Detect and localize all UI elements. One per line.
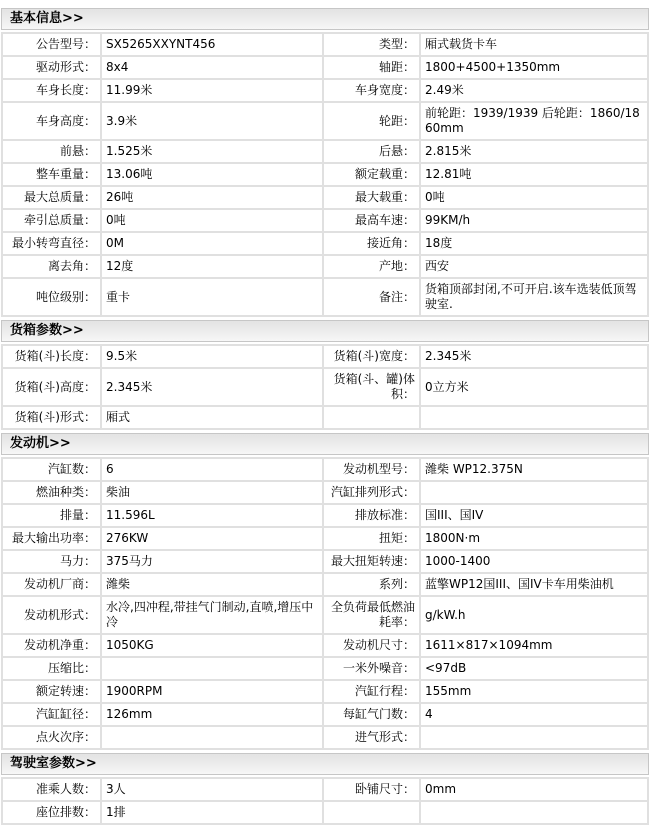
spec-value-cell: 0M xyxy=(101,232,323,255)
spec-value-cell: 8x4 xyxy=(101,56,323,79)
spec-value-cell: 0立方米 xyxy=(420,368,648,406)
section-header: 基本信息>> xyxy=(1,8,649,30)
spec-value-cell: 1800+4500+1350mm xyxy=(420,56,648,79)
spec-label-cell: 轮距： xyxy=(323,102,420,140)
spec-label-cell: 一米外噪音： xyxy=(323,657,420,680)
spec-value-cell: 水冷,四冲程,带挂气门制动,直喷,增压中冷 xyxy=(101,596,323,634)
spec-value-cell: 375马力 xyxy=(101,550,323,573)
spec-section xyxy=(1,433,649,750)
spec-value-cell: 26吨 xyxy=(101,186,323,209)
spec-value-cell: 155mm xyxy=(420,680,648,703)
spec-label-cell: 汽缸排列形式： xyxy=(323,481,420,504)
spec-value-cell xyxy=(101,657,323,680)
spec-label-cell: 汽缸缸径： xyxy=(2,703,101,726)
spec-value-cell: 2.345米 xyxy=(420,345,648,368)
spec-value-cell: 西安 xyxy=(420,255,648,278)
spec-row xyxy=(2,596,648,634)
spec-row xyxy=(2,481,648,504)
spec-value-cell: 柴油 xyxy=(101,481,323,504)
spec-value-cell xyxy=(420,406,648,429)
spec-label-cell: 最大扭矩转速： xyxy=(323,550,420,573)
spec-value-cell: 9.5米 xyxy=(101,345,323,368)
spec-label-cell: 发动机形式： xyxy=(2,596,101,634)
spec-label-cell: 货箱(斗、罐)体积： xyxy=(323,368,420,406)
spec-label-cell: 排量： xyxy=(2,504,101,527)
spec-table-body xyxy=(2,778,648,824)
spec-value-cell: 1900RPM xyxy=(101,680,323,703)
spec-value-cell: 重卡 xyxy=(101,278,323,316)
spec-row xyxy=(2,255,648,278)
spec-label-cell: 点火次序： xyxy=(2,726,101,749)
spec-value-cell: <97dB xyxy=(420,657,648,680)
spec-row xyxy=(2,573,648,596)
section-header: 发动机>> xyxy=(1,433,649,455)
spec-row xyxy=(2,102,648,140)
spec-label-cell: 最大输出功率： xyxy=(2,527,101,550)
spec-value-cell xyxy=(420,481,648,504)
spec-label-cell: 进气形式： xyxy=(323,726,420,749)
spec-label-cell: 货箱(斗)高度： xyxy=(2,368,101,406)
spec-row xyxy=(2,680,648,703)
spec-value-cell: 货箱顶部封闭,不可开启.该车选装低顶驾驶室. xyxy=(420,278,648,316)
spec-label-cell: 牵引总质量： xyxy=(2,209,101,232)
spec-value-cell: 3.9米 xyxy=(101,102,323,140)
spec-row xyxy=(2,56,648,79)
spec-value-cell: 1611×817×1094mm xyxy=(420,634,648,657)
spec-value-cell: 厢式载货卡车 xyxy=(420,33,648,56)
spec-value-cell: 1050KG xyxy=(101,634,323,657)
spec-label-cell: 燃油种类： xyxy=(2,481,101,504)
spec-row xyxy=(2,79,648,102)
spec-section xyxy=(1,320,649,430)
spec-value-cell: 2.815米 xyxy=(420,140,648,163)
spec-row xyxy=(2,550,648,573)
spec-value-cell: 12.81吨 xyxy=(420,163,648,186)
spec-label-cell: 座位排数： xyxy=(2,801,101,824)
spec-label-cell: 发动机型号： xyxy=(323,458,420,481)
spec-label-cell: 车身宽度： xyxy=(323,79,420,102)
spec-label-cell: 轴距： xyxy=(323,56,420,79)
spec-label-cell: 整车重量： xyxy=(2,163,101,186)
spec-row xyxy=(2,458,648,481)
spec-label-cell: 车身高度： xyxy=(2,102,101,140)
spec-label-cell: 货箱(斗)长度： xyxy=(2,345,101,368)
spec-label-cell: 吨位级别： xyxy=(2,278,101,316)
spec-label-cell: 离去角： xyxy=(2,255,101,278)
spec-row xyxy=(2,232,648,255)
spec-label-cell: 备注： xyxy=(323,278,420,316)
spec-row xyxy=(2,278,648,316)
spec-label-cell: 最小转弯直径： xyxy=(2,232,101,255)
spec-row xyxy=(2,726,648,749)
spec-value-cell: 11.99米 xyxy=(101,79,323,102)
spec-value-cell: g/kW.h xyxy=(420,596,648,634)
spec-value-cell: 276KW xyxy=(101,527,323,550)
spec-value-cell: 1排 xyxy=(101,801,323,824)
spec-label-cell: 类型： xyxy=(323,33,420,56)
spec-table xyxy=(1,777,649,825)
spec-value-cell: 126mm xyxy=(101,703,323,726)
spec-value-cell: 0吨 xyxy=(101,209,323,232)
spec-label-cell: 产地： xyxy=(323,255,420,278)
spec-value-cell: 13.06吨 xyxy=(101,163,323,186)
spec-value-cell: 厢式 xyxy=(101,406,323,429)
spec-value-cell: SX5265XXYNT456 xyxy=(101,33,323,56)
spec-label-cell: 最高车速： xyxy=(323,209,420,232)
section-header: 驾驶室参数>> xyxy=(1,753,649,775)
spec-row xyxy=(2,657,648,680)
spec-value-cell: 99KM/h xyxy=(420,209,648,232)
spec-table-body xyxy=(2,458,648,749)
spec-value-cell: 国III、国IV xyxy=(420,504,648,527)
spec-value-cell xyxy=(420,726,648,749)
spec-label-cell xyxy=(323,801,420,824)
spec-label-cell: 马力： xyxy=(2,550,101,573)
spec-value-cell: 0mm xyxy=(420,778,648,801)
spec-row xyxy=(2,209,648,232)
spec-value-cell: 6 xyxy=(101,458,323,481)
spec-label-cell: 最大总质量： xyxy=(2,186,101,209)
spec-label-cell: 货箱(斗)形式： xyxy=(2,406,101,429)
spec-sections xyxy=(1,8,649,825)
spec-label-cell: 发动机净重： xyxy=(2,634,101,657)
spec-label-cell: 压缩比： xyxy=(2,657,101,680)
spec-row xyxy=(2,703,648,726)
spec-value-cell: 4 xyxy=(420,703,648,726)
spec-table xyxy=(1,457,649,750)
spec-row xyxy=(2,163,648,186)
spec-row xyxy=(2,186,648,209)
spec-label-cell: 准乘人数： xyxy=(2,778,101,801)
spec-label-cell: 车身长度： xyxy=(2,79,101,102)
spec-label-cell: 额定转速： xyxy=(2,680,101,703)
spec-value-cell: 18度 xyxy=(420,232,648,255)
spec-table-body xyxy=(2,345,648,429)
spec-value-cell: 12度 xyxy=(101,255,323,278)
spec-label-cell: 全负荷最低燃油耗率： xyxy=(323,596,420,634)
spec-value-cell: 1.525米 xyxy=(101,140,323,163)
spec-value-cell: 1800N·m xyxy=(420,527,648,550)
spec-table-body xyxy=(2,33,648,316)
spec-row xyxy=(2,406,648,429)
spec-value-cell: 前轮距：1939/1939 后轮距：1860/1860mm xyxy=(420,102,648,140)
spec-label-cell: 汽缸数： xyxy=(2,458,101,481)
spec-label-cell: 系列： xyxy=(323,573,420,596)
spec-label-cell: 发动机厂商： xyxy=(2,573,101,596)
spec-row xyxy=(2,345,648,368)
spec-value-cell xyxy=(101,726,323,749)
spec-label-cell: 最大载重： xyxy=(323,186,420,209)
spec-value-cell: 蓝擎WP12国III、国IV卡车用柴油机 xyxy=(420,573,648,596)
spec-row xyxy=(2,634,648,657)
spec-row xyxy=(2,778,648,801)
section-header: 货箱参数>> xyxy=(1,320,649,342)
spec-label-cell: 驱动形式： xyxy=(2,56,101,79)
spec-label-cell: 货箱(斗)宽度： xyxy=(323,345,420,368)
spec-label-cell: 公告型号： xyxy=(2,33,101,56)
spec-label-cell: 每缸气门数： xyxy=(323,703,420,726)
spec-value-cell xyxy=(420,801,648,824)
spec-label-cell xyxy=(323,406,420,429)
spec-label-cell: 卧铺尺寸： xyxy=(323,778,420,801)
spec-value-cell: 2.345米 xyxy=(101,368,323,406)
spec-section xyxy=(1,753,649,825)
spec-label-cell: 前悬： xyxy=(2,140,101,163)
spec-row xyxy=(2,140,648,163)
spec-table xyxy=(1,32,649,317)
spec-value-cell: 11.596L xyxy=(101,504,323,527)
spec-label-cell: 发动机尺寸： xyxy=(323,634,420,657)
spec-value-cell: 潍柴 xyxy=(101,573,323,596)
spec-label-cell: 接近角： xyxy=(323,232,420,255)
spec-row xyxy=(2,368,648,406)
spec-label-cell: 额定载重： xyxy=(323,163,420,186)
spec-label-cell: 后悬： xyxy=(323,140,420,163)
spec-label-cell: 汽缸行程： xyxy=(323,680,420,703)
spec-row xyxy=(2,527,648,550)
spec-row xyxy=(2,801,648,824)
spec-value-cell: 1000-1400 xyxy=(420,550,648,573)
spec-value-cell: 潍柴 WP12.375N xyxy=(420,458,648,481)
spec-row xyxy=(2,33,648,56)
spec-section xyxy=(1,8,649,317)
spec-row xyxy=(2,504,648,527)
spec-value-cell: 3人 xyxy=(101,778,323,801)
spec-table xyxy=(1,344,649,430)
spec-label-cell: 排放标准： xyxy=(323,504,420,527)
spec-value-cell: 0吨 xyxy=(420,186,648,209)
spec-label-cell: 扭矩： xyxy=(323,527,420,550)
spec-value-cell: 2.49米 xyxy=(420,79,648,102)
